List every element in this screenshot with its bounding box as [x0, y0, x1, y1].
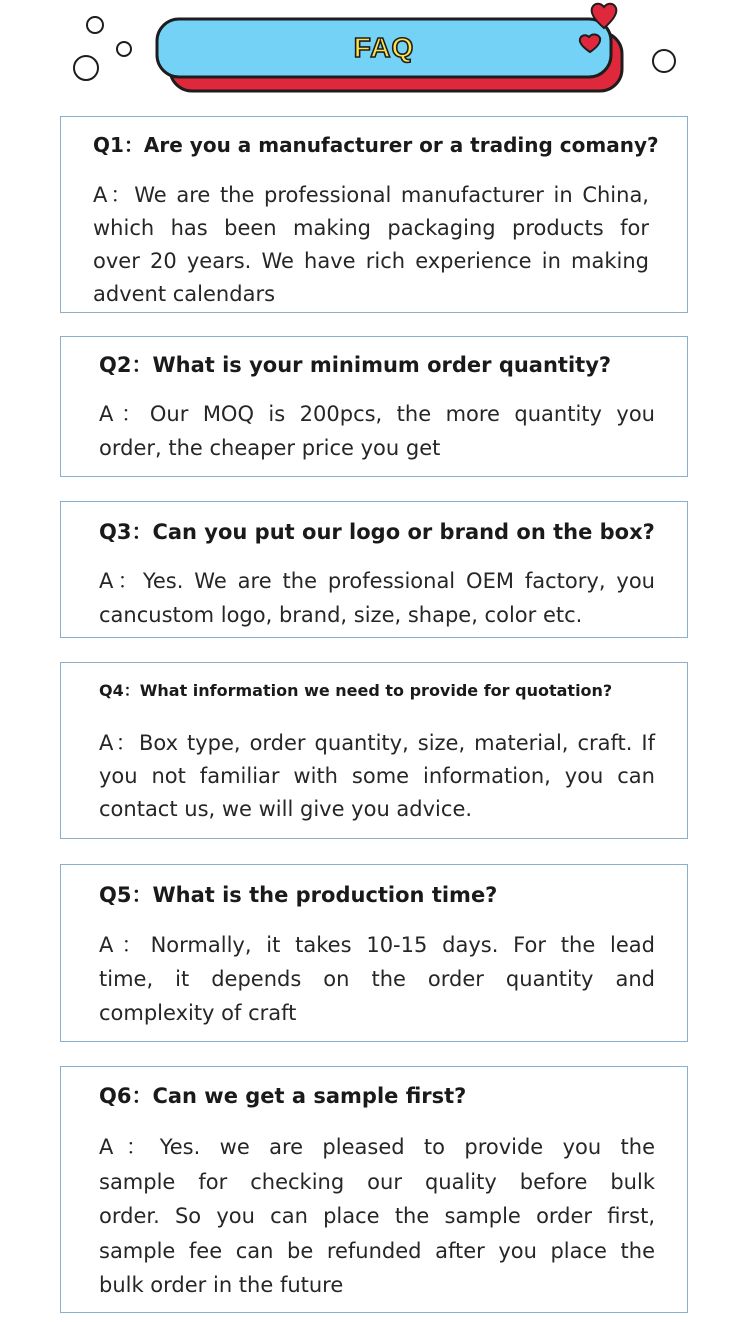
- faq-answer: [99, 397, 655, 465]
- faq-card-1: [60, 116, 688, 313]
- answer-line: A：Normally, it takes 10-15 days. For the lead: [99, 933, 655, 957]
- answer-line: advent calendars: [93, 282, 276, 306]
- faq-card-3: [60, 501, 688, 638]
- faq-answer: [99, 928, 655, 1030]
- answer-line: A：We are the professional manufacturer in China,: [93, 183, 649, 207]
- faq-answer: [99, 1130, 655, 1303]
- faq-answer: [99, 564, 655, 632]
- answer-line: A：Our MOQ is 200pcs, the more quantity you: [99, 402, 655, 426]
- answer-line: order. So you can place the sample order first,: [99, 1204, 655, 1228]
- faq-question: Q1：Are you a manufacturer or a trading comany?: [93, 133, 659, 157]
- answer-line: you not familiar with some information, you can: [99, 764, 655, 788]
- bubble-icon: [87, 17, 103, 33]
- answer-line: A：Yes. We are the professional OEM factory, you: [99, 569, 655, 593]
- faq-card-5: [60, 864, 688, 1042]
- answer-line: complexity of craft: [99, 1001, 297, 1025]
- answer-line: cancustom logo, brand, size, shape, color etc.: [99, 603, 583, 627]
- answer-line: which has been making packaging products for: [93, 216, 649, 240]
- faq-answer: [99, 727, 655, 826]
- faq-question: Q4：What information we need to provide for quotation?: [99, 681, 613, 700]
- bubble-icon: [653, 50, 675, 72]
- answer-line: over 20 years. We have rich experience in making: [93, 249, 649, 273]
- bubble-icon: [74, 56, 98, 80]
- bubble-icon: [117, 42, 131, 56]
- faq-card-6: [60, 1066, 688, 1313]
- faq-question: Q2：What is your minimum order quantity?: [99, 353, 612, 377]
- answer-line: A：Box type, order quantity, size, material, craft. If: [99, 731, 655, 755]
- faq-header: [0, 0, 750, 100]
- faq-title: FAQ: [353, 32, 415, 63]
- faq-question: Q5：What is the production time?: [99, 883, 498, 907]
- faq-card-4: [60, 662, 688, 839]
- answer-line: sample for checking our quality before bulk: [99, 1169, 655, 1194]
- answer-line: A：Yes. we are pleased to provide you the: [99, 1135, 655, 1159]
- faq-card-2: [60, 336, 688, 477]
- faq-question: Q3：Can you put our logo or brand on the box?: [99, 520, 655, 544]
- answer-line: contact us, we will give you advice.: [99, 797, 473, 821]
- faq-question: Q6：Can we get a sample first?: [99, 1084, 467, 1108]
- answer-line: bulk order in the future: [99, 1273, 344, 1297]
- answer-line: sample fee can be refunded after you place the: [99, 1238, 655, 1263]
- answer-line: order, the cheaper price you get: [99, 436, 441, 460]
- answer-line: time, it depends on the order quantity and: [99, 967, 655, 991]
- faq-answer: [93, 179, 649, 311]
